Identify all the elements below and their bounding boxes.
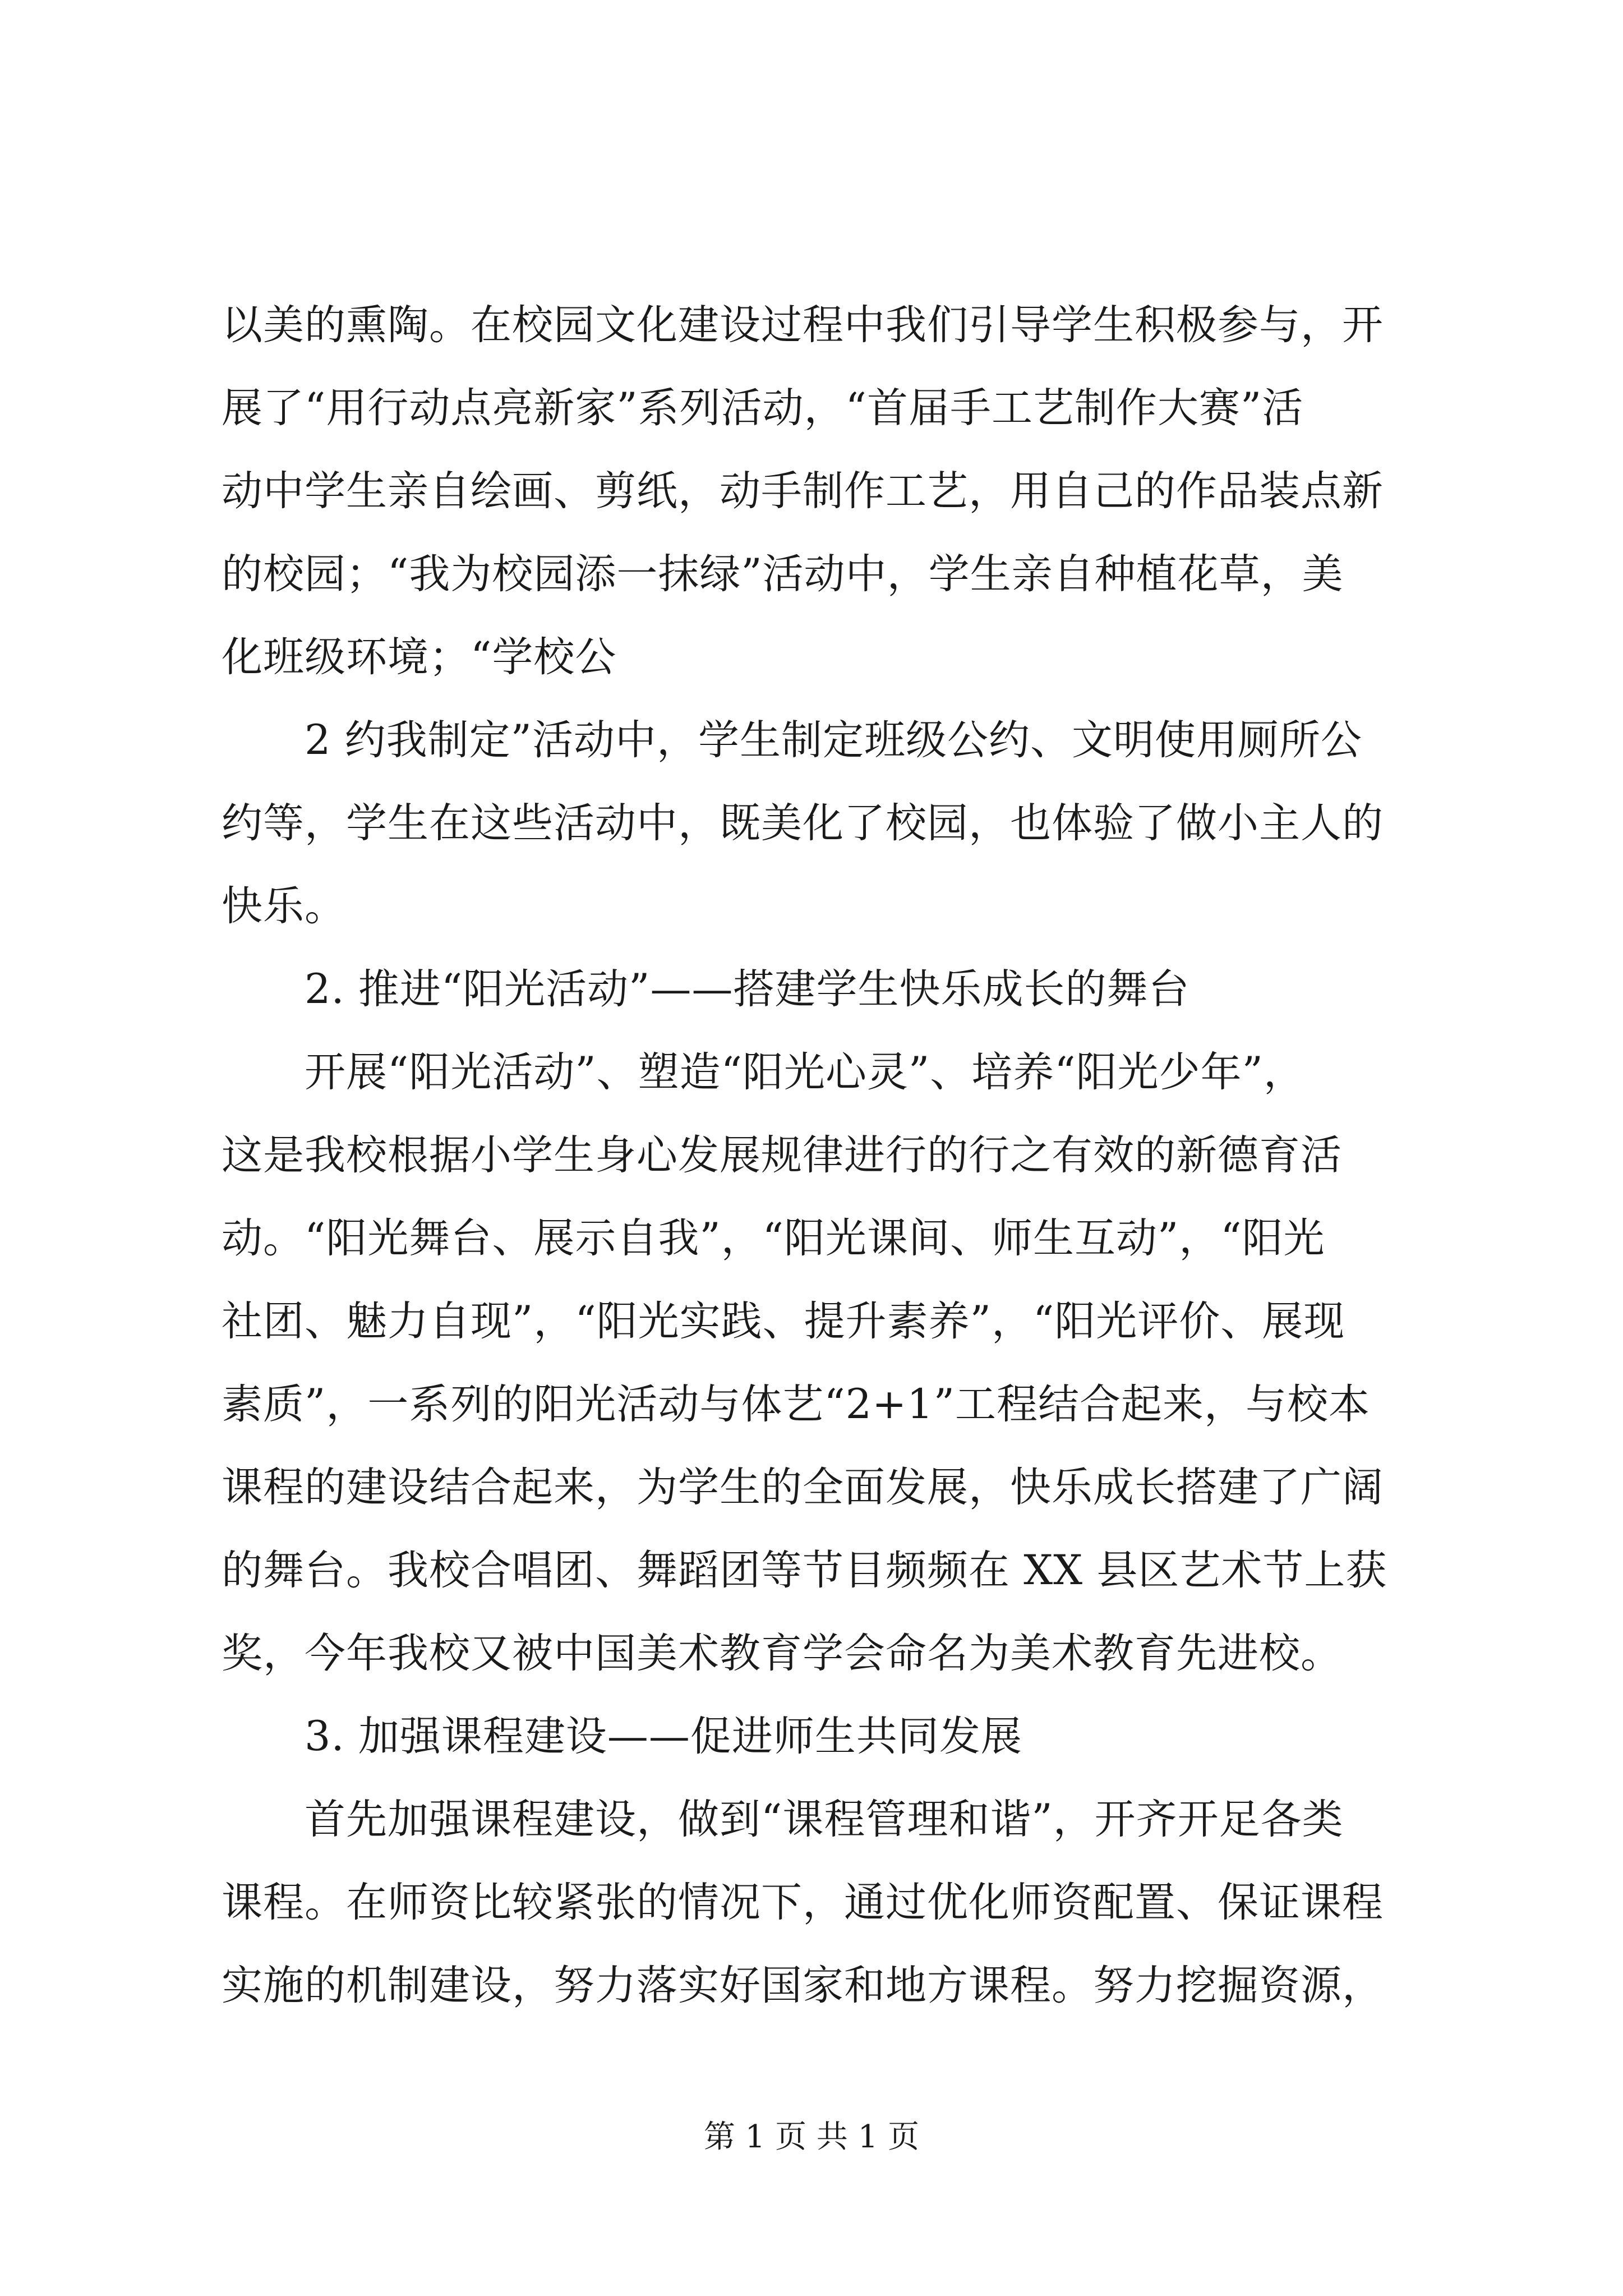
text-line: 动。“阳光舞台、展示自我”，“阳光课间、师生互动”，“阳光 <box>222 1214 1325 1262</box>
text-line: 化班级环境；“学校公 <box>222 633 617 681</box>
text-line: 素质”，一系列的阳光活动与体艺“2+1”工程结合起来，与校本 <box>222 1381 1371 1428</box>
text-line: 动中学生亲自绘画、剪纸，动手制作工艺，用自己的作品装点新 <box>222 467 1384 515</box>
text-line: 快乐。 <box>222 882 346 930</box>
text-line: 2 约我制定”活动中，学生制定班级公约、文明使用厕所公 <box>305 716 1362 764</box>
text-line: 实施的机制建设，努力落实好国家和地方课程。努力挖掘资源， <box>222 1962 1384 2009</box>
text-line: 的校园；“我为校园添一抹绿”活动中，学生亲自种植花草，美 <box>222 550 1344 598</box>
text-line: 课程。在师资比较紧张的情况下，通过优化师资配置、保证课程 <box>222 1879 1384 1926</box>
text-line: 的舞台。我校合唱团、舞蹈团等节目频频在 XX 县区艺术节上获 <box>222 1547 1387 1594</box>
text-line: 这是我校根据小学生身心发展规律进行的行之有效的新德育活 <box>222 1131 1342 1179</box>
text-line: 课程的建设结合起来，为学生的全面发展，快乐成长搭建了广阔 <box>222 1464 1384 1511</box>
document-body <box>222 284 1416 2027</box>
text-line: 以美的熏陶。在校园文化建设过程中我们引导学生积极参与，开 <box>222 301 1384 349</box>
text-line: 奖，今年我校又被中国美术教育学会命名为美术教育先进校。 <box>222 1630 1342 1677</box>
text-line: 首先加强课程建设，做到“课程管理和谐”，开齐开足各类 <box>305 1796 1344 1843</box>
text-line: 开展“阳光活动”、塑造“阳光心灵”、培养“阳光少年”， <box>305 1048 1305 1096</box>
page-footer: 第 1 页 共 1 页 <box>703 2119 920 2155</box>
section-heading: 3. 加强课程建设——促进师生共同发展 <box>305 1713 1022 1760</box>
text-line: 展了“用行动点亮新家”系列活动，“首届手工艺制作大赛”活 <box>222 384 1304 432</box>
text-line: 约等，学生在这些活动中，既美化了校园，也体验了做小主人的 <box>222 799 1384 847</box>
text-line: 社团、魅力自现”，“阳光实践、提升素养”，“阳光评价、展现 <box>222 1297 1345 1345</box>
section-heading: 2. 推进“阳光活动”——搭建学生快乐成长的舞台 <box>305 965 1190 1013</box>
